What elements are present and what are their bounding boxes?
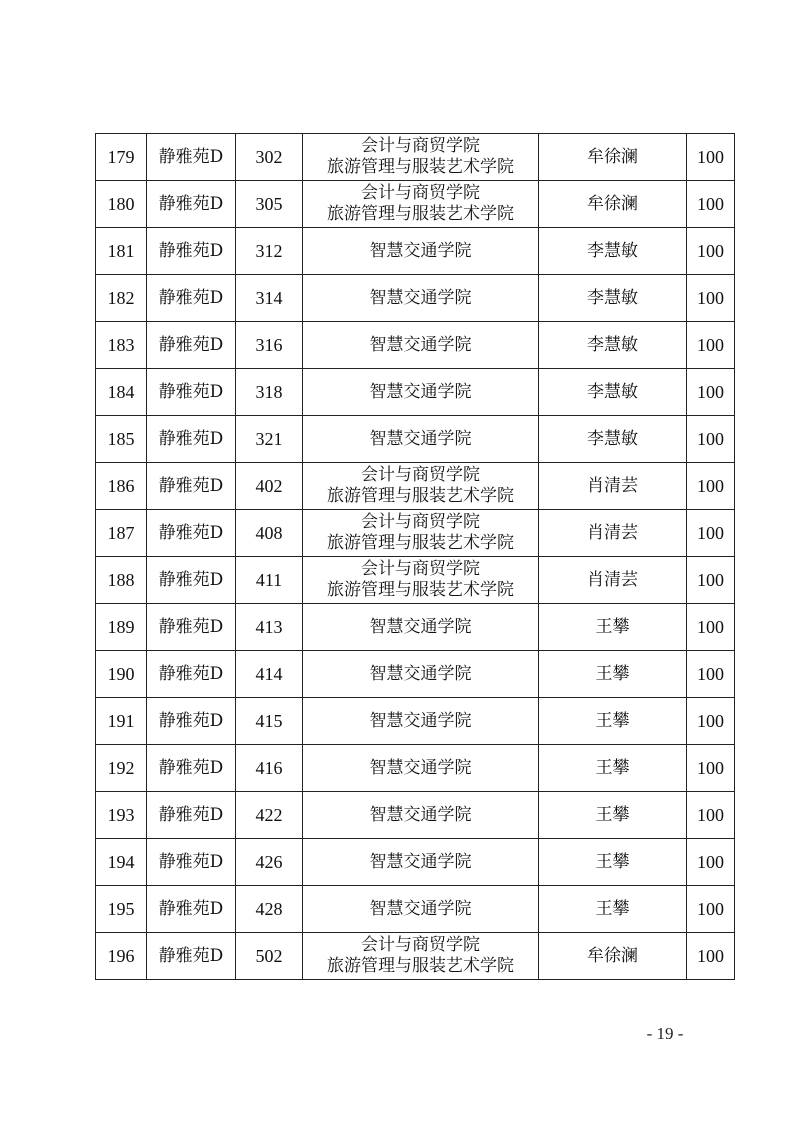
row-number-cell: 194 — [96, 839, 147, 886]
college-name: 会计与商贸学院 — [361, 512, 480, 532]
college-name: 旅游管理与服装艺术学院 — [327, 533, 514, 553]
college-name: 会计与商贸学院 — [361, 183, 480, 203]
score-cell: 100 — [687, 745, 735, 792]
college-cell — [303, 322, 539, 369]
table-row — [96, 698, 735, 745]
score-cell: 100 — [687, 134, 735, 181]
person-cell: 李慧敏 — [539, 416, 687, 463]
building-cell: 静雅苑D — [147, 933, 236, 980]
college-name: 智慧交通学院 — [369, 240, 472, 261]
person-cell: 李慧敏 — [539, 369, 687, 416]
row-number-cell: 189 — [96, 604, 147, 651]
college-cell — [303, 604, 539, 651]
room-number-cell: 411 — [236, 557, 303, 604]
row-number-cell: 185 — [96, 416, 147, 463]
table-row — [96, 839, 735, 886]
room-number-cell: 302 — [236, 134, 303, 181]
room-number-cell: 312 — [236, 228, 303, 275]
college-cell — [303, 510, 539, 557]
row-number-cell: 188 — [96, 557, 147, 604]
building-cell: 静雅苑D — [147, 463, 236, 510]
building-cell: 静雅苑D — [147, 698, 236, 745]
college-cell — [303, 792, 539, 839]
room-number-cell: 318 — [236, 369, 303, 416]
table-row — [96, 604, 735, 651]
person-cell: 王攀 — [539, 792, 687, 839]
building-cell: 静雅苑D — [147, 275, 236, 322]
college-name: 会计与商贸学院 — [361, 465, 480, 485]
row-number-cell: 195 — [96, 886, 147, 933]
college-cell — [303, 698, 539, 745]
page-number: - 19 - — [646, 1024, 684, 1043]
table-row — [96, 886, 735, 933]
college-cell — [303, 181, 539, 228]
building-cell: 静雅苑D — [147, 886, 236, 933]
room-number-cell: 416 — [236, 745, 303, 792]
table-row — [96, 322, 735, 369]
college-name: 智慧交通学院 — [369, 616, 472, 637]
room-number-cell: 316 — [236, 322, 303, 369]
college-name: 旅游管理与服装艺术学院 — [327, 956, 514, 976]
table-row — [96, 510, 735, 557]
college-cell — [303, 416, 539, 463]
score-cell: 100 — [687, 604, 735, 651]
score-cell: 100 — [687, 839, 735, 886]
college-name: 智慧交通学院 — [369, 757, 472, 778]
building-cell: 静雅苑D — [147, 416, 236, 463]
building-cell: 静雅苑D — [147, 557, 236, 604]
table-row — [96, 792, 735, 839]
college-name: 旅游管理与服装艺术学院 — [327, 486, 514, 506]
room-number-cell: 408 — [236, 510, 303, 557]
college-name: 旅游管理与服装艺术学院 — [327, 204, 514, 224]
college-cell — [303, 886, 539, 933]
college-name: 旅游管理与服装艺术学院 — [327, 157, 514, 177]
row-number-cell: 184 — [96, 369, 147, 416]
college-name: 智慧交通学院 — [369, 428, 472, 449]
person-cell: 李慧敏 — [539, 275, 687, 322]
person-cell: 王攀 — [539, 604, 687, 651]
row-number-cell: 180 — [96, 181, 147, 228]
college-cell — [303, 933, 539, 980]
table-row — [96, 134, 735, 181]
score-cell: 100 — [687, 886, 735, 933]
college-cell — [303, 651, 539, 698]
room-number-cell: 415 — [236, 698, 303, 745]
row-number-cell: 192 — [96, 745, 147, 792]
college-cell — [303, 275, 539, 322]
person-cell: 李慧敏 — [539, 322, 687, 369]
building-cell: 静雅苑D — [147, 604, 236, 651]
room-number-cell: 413 — [236, 604, 303, 651]
building-cell: 静雅苑D — [147, 322, 236, 369]
person-cell: 王攀 — [539, 886, 687, 933]
score-cell: 100 — [687, 933, 735, 980]
score-cell: 100 — [687, 228, 735, 275]
score-cell: 100 — [687, 651, 735, 698]
college-name: 智慧交通学院 — [369, 287, 472, 308]
college-name: 智慧交通学院 — [369, 710, 472, 731]
person-cell: 王攀 — [539, 698, 687, 745]
score-cell: 100 — [687, 792, 735, 839]
table-row — [96, 369, 735, 416]
room-number-cell: 305 — [236, 181, 303, 228]
score-cell: 100 — [687, 181, 735, 228]
row-number-cell: 196 — [96, 933, 147, 980]
table-row — [96, 651, 735, 698]
college-cell — [303, 228, 539, 275]
room-number-cell: 314 — [236, 275, 303, 322]
table-row — [96, 745, 735, 792]
table-body — [96, 134, 735, 980]
college-cell — [303, 134, 539, 181]
person-cell: 王攀 — [539, 745, 687, 792]
score-cell: 100 — [687, 463, 735, 510]
score-cell: 100 — [687, 275, 735, 322]
college-cell — [303, 369, 539, 416]
table-row — [96, 181, 735, 228]
building-cell: 静雅苑D — [147, 134, 236, 181]
room-number-cell: 502 — [236, 933, 303, 980]
college-cell — [303, 557, 539, 604]
table-row — [96, 228, 735, 275]
row-number-cell: 179 — [96, 134, 147, 181]
person-cell: 李慧敏 — [539, 228, 687, 275]
building-cell: 静雅苑D — [147, 510, 236, 557]
person-cell: 肖清芸 — [539, 557, 687, 604]
college-cell — [303, 463, 539, 510]
building-cell: 静雅苑D — [147, 369, 236, 416]
person-cell: 肖清芸 — [539, 510, 687, 557]
table-row — [96, 557, 735, 604]
college-name: 智慧交通学院 — [369, 804, 472, 825]
building-cell: 静雅苑D — [147, 839, 236, 886]
score-cell: 100 — [687, 416, 735, 463]
score-cell: 100 — [687, 557, 735, 604]
room-number-cell: 428 — [236, 886, 303, 933]
table-row — [96, 463, 735, 510]
college-name: 智慧交通学院 — [369, 898, 472, 919]
person-cell: 牟徐澜 — [539, 933, 687, 980]
room-number-cell: 321 — [236, 416, 303, 463]
score-cell: 100 — [687, 369, 735, 416]
room-number-cell: 402 — [236, 463, 303, 510]
person-cell: 王攀 — [539, 839, 687, 886]
room-number-cell: 422 — [236, 792, 303, 839]
college-name: 智慧交通学院 — [369, 381, 472, 402]
building-cell: 静雅苑D — [147, 651, 236, 698]
person-cell: 肖清芸 — [539, 463, 687, 510]
row-number-cell: 183 — [96, 322, 147, 369]
person-cell: 王攀 — [539, 651, 687, 698]
college-name: 会计与商贸学院 — [361, 935, 480, 955]
college-name: 智慧交通学院 — [369, 334, 472, 355]
college-name: 会计与商贸学院 — [361, 559, 480, 579]
score-cell: 100 — [687, 698, 735, 745]
building-cell: 静雅苑D — [147, 181, 236, 228]
college-cell — [303, 839, 539, 886]
building-cell: 静雅苑D — [147, 745, 236, 792]
college-name: 会计与商贸学院 — [361, 136, 480, 156]
college-cell — [303, 745, 539, 792]
row-number-cell: 181 — [96, 228, 147, 275]
row-number-cell: 191 — [96, 698, 147, 745]
score-cell: 100 — [687, 322, 735, 369]
college-name: 智慧交通学院 — [369, 663, 472, 684]
row-number-cell: 193 — [96, 792, 147, 839]
college-name: 智慧交通学院 — [369, 851, 472, 872]
table-row — [96, 416, 735, 463]
score-cell: 100 — [687, 510, 735, 557]
person-cell: 牟徐澜 — [539, 181, 687, 228]
person-cell: 牟徐澜 — [539, 134, 687, 181]
row-number-cell: 186 — [96, 463, 147, 510]
room-number-cell: 414 — [236, 651, 303, 698]
row-number-cell: 187 — [96, 510, 147, 557]
table-row — [96, 933, 735, 980]
table-row — [96, 275, 735, 322]
room-number-cell: 426 — [236, 839, 303, 886]
building-cell: 静雅苑D — [147, 228, 236, 275]
dormitory-score-table — [95, 133, 735, 980]
building-cell: 静雅苑D — [147, 792, 236, 839]
row-number-cell: 182 — [96, 275, 147, 322]
row-number-cell: 190 — [96, 651, 147, 698]
college-name: 旅游管理与服装艺术学院 — [327, 580, 514, 600]
